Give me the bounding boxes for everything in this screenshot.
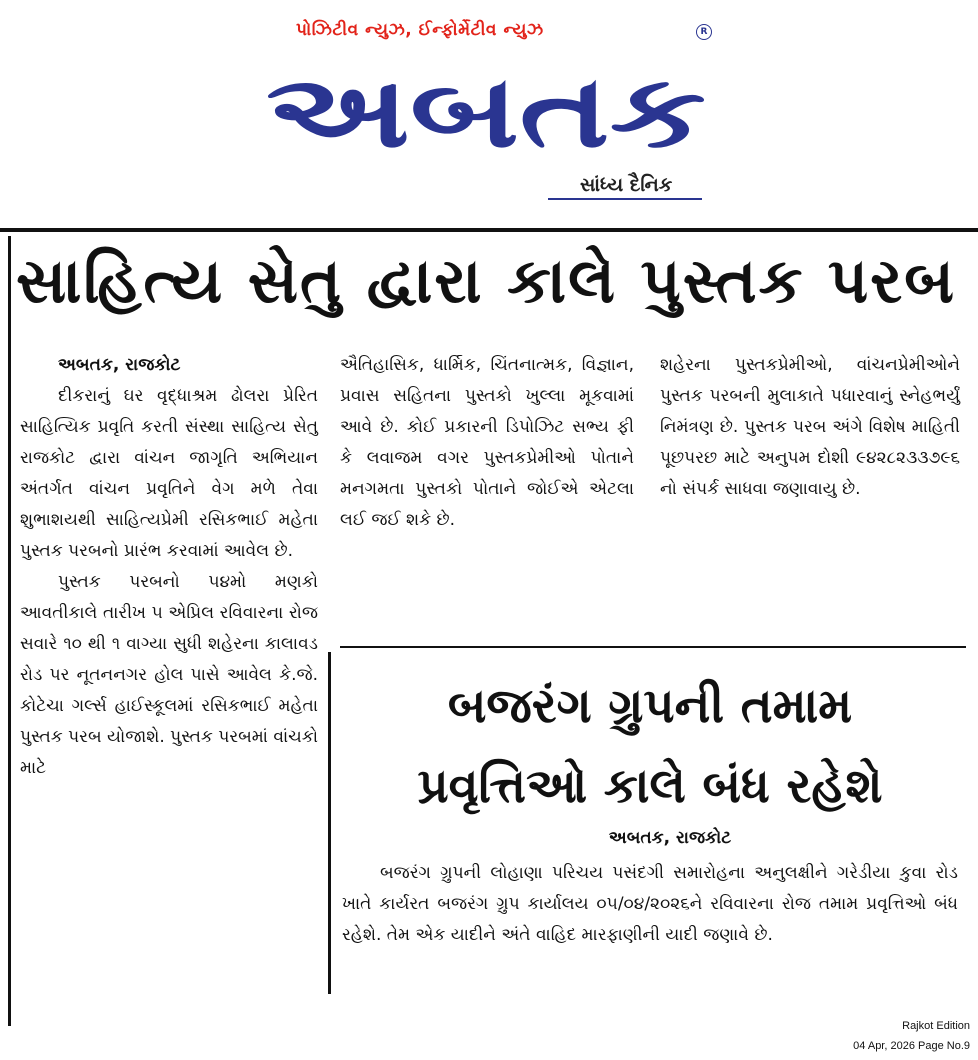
brand-name: અબતક [266, 53, 706, 166]
registered-mark-icon: R [696, 24, 712, 40]
masthead-tagline: પોઝિટીવ ન્યુઝ, ઈન્ફોર્મેટીવ ન્યુઝ [296, 20, 544, 40]
article-divider [340, 646, 966, 648]
article1-dateline: અબતક, રાજકોટ [58, 355, 181, 375]
article1-column-3 [660, 350, 960, 505]
article1-column-2 [340, 350, 634, 536]
article2-headline [340, 666, 960, 826]
article2-headline-line2: પ્રવૃત્તિઓ કાલે બંધ રહેશે [417, 758, 883, 814]
article1-column-1 [20, 350, 318, 784]
edition-name: Rajkot Edition [902, 1020, 970, 1032]
article1-headline: સાહિત્ય સેતુ દ્વારા કાલે પુસ્તક પરબ [16, 244, 957, 317]
article2-headline-line1: બજરંગ ગ્રુપની તમામ [447, 678, 853, 734]
left-rule [8, 236, 11, 1026]
article1-paragraph: શહેરના પુસ્તકપ્રેમીઓ, વાંચનપ્રેમીઓને પુસ્તક પરબની મુલાકાતે પધારવાનું સ્નેહભર્યું નિમંત્રણ છે. પુસ્તક પરબ અંગે વિશેષ માહિતી પૂછપરછ માટે અનુપમ દોશી ૯૪૨૮૨૩૩૭૯૬ નો સંપર્ક સાધવા જણાવાયુ છે. [660, 355, 960, 499]
top-rule [0, 228, 978, 232]
article1-paragraph: ઐતિહાસિક, ધાર્મિક, ચિંતનાત્મક, વિજ્ઞાન, પ્રવાસ સહિતના પુસ્તકો ખુલ્લા મૂકવામાં આવે છે. કોઈ પ્રકારની ડિપોઝિટ સભ્ય ફી કે લવાજમ વગર પુસ્તકપ્રેમીઓ પોતાને મનગમતા પુસ્તકો પોતાને જોઈએ એટલા લઈ જઈ શકે છે. [340, 355, 634, 530]
article2-paragraph: બજરંગ ગ્રુપની લોહાણા પરિચય પસંદગી સમારોહના અનુલક્ષીને ગરેડીયા કુવા રોડ ખાતે કાર્યરત બજરંગ ગ્રુપ કાર્યાલય ૦૫/૦૪/૨૦૨૬ને રવિવારના રોજ તમામ પ્રવૃત્તિઓ બંધ રહેશે. તેમ એક યાદીને અંતે વાહિદ મારફાણીની યાદી જણાવે છે. [342, 863, 958, 945]
masthead-subtitle: સાંધ્ય દૈનિક [580, 174, 673, 196]
brand-logo [262, 42, 710, 166]
edition-date-page: 04 Apr, 2026 Page No.9 [853, 1040, 970, 1052]
column-divider [328, 652, 331, 994]
article1-paragraph: પુસ્તક પરબનો ૫૪મો મણકો આવતીકાલે તારીખ ૫ એપ્રિલ રવિવારના રોજ સવારે ૧૦ થી ૧ વાગ્યા સુધી શહેરના કાલાવડ રોડ પર નૂતનનગર હોલ પાસે આવેલ કે.જે. કોટેચા ગર્લ્સ હાઈસ્કૂલમાં રસિકભાઈ મહેતા પુસ્તક પરબ યોજાશે. પુસ્તક પરબમાં વાંચકો માટે [20, 572, 318, 778]
article2-body [342, 858, 958, 951]
article1-paragraph: દીકરાનું ઘર વૃદ્ધાશ્રમ ઢોલરા પ્રેરિત સાહિત્યિક પ્રવૃતિ કરતી સંસ્થા સાહિત્ય સેતુ રાજકોટ દ્વારા વાંચન જાગૃતિ અભિયાન અંતર્ગત વાંચન પ્રવૃતિને વેગ મળે તેવા શુભાશયથી સાહિત્યપ્રેમી રસિકભાઈ મહેતા પુસ્તક પરબનો પ્રારંભ કરવામાં આવેલ છે. [20, 386, 318, 561]
article2-dateline: અબતક, રાજકોટ [608, 828, 732, 848]
subtitle-underline [548, 198, 702, 200]
edition-info [853, 1016, 970, 1056]
